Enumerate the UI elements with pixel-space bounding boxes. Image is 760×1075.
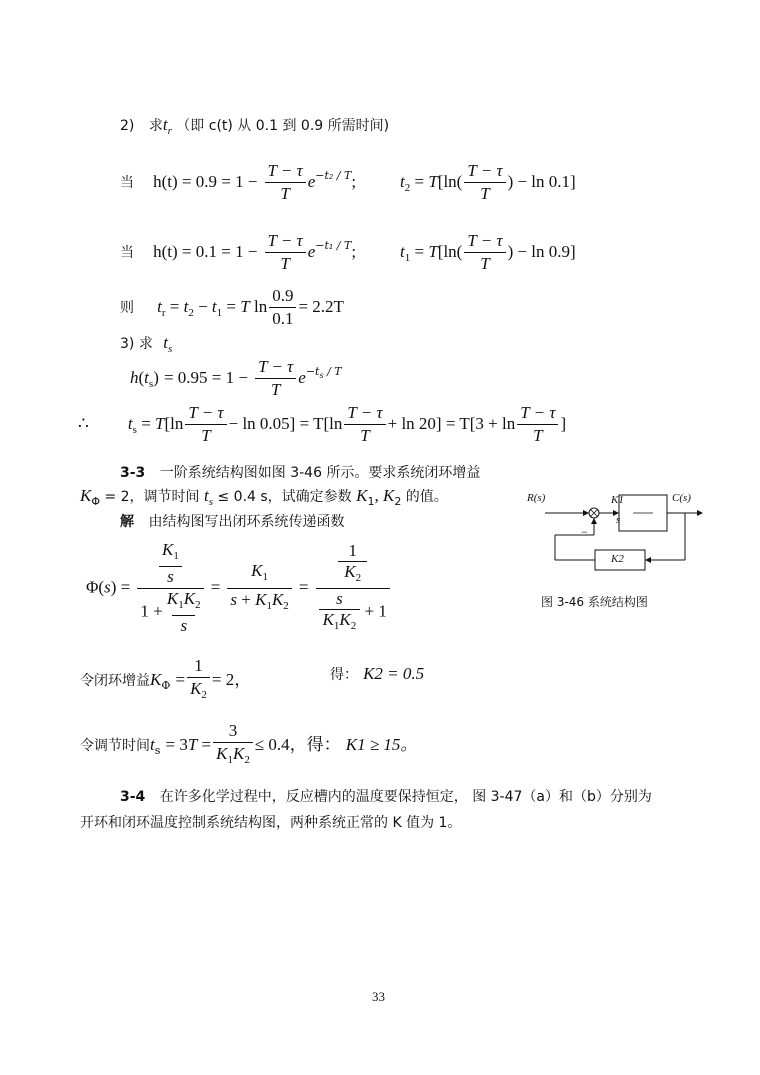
gain-result-value: K2 = 0.5	[363, 664, 425, 683]
item-number: 2)	[120, 118, 135, 134]
solution-line	[120, 511, 344, 531]
gain-prefix: 令闭环增益	[80, 673, 150, 689]
t1-tail: ) − ln 0.9]	[507, 242, 576, 261]
input-label: R(s)	[527, 492, 546, 504]
gain-result-prefix: 得：	[330, 667, 358, 683]
eq-left: h(t) = 0.9 = 1 −	[153, 172, 258, 191]
t2-tail: ) − ln 0.1]	[507, 172, 576, 191]
eq-left: h(t) = 0.1 = 1 −	[153, 242, 258, 261]
transfer-function: Φ(s) = $K_1$ s $1 + K_1K_2$ s = $\frac{K_1}{s + K_1K_2}$ = 1 $K_2$ $\frac{s}{K_1K_2} + 1$	[86, 540, 392, 636]
block1-numerator: K1	[611, 494, 624, 506]
solve-label: 解	[120, 514, 134, 530]
ts-tail1: − ln 0.05] = T[ln	[228, 414, 343, 433]
item3-heading: 3) 求 $t_s$	[120, 333, 173, 355]
equation-h-01: 当 h(t) = 0.1 = 1 − $\frac{T - \tau}{T}$ $e^{-t_1 / T}$;	[120, 231, 357, 273]
page-number: 33	[372, 989, 385, 1004]
gain-tail: = 2，	[211, 670, 252, 689]
figure-caption: 图 3-46 系统结构图	[541, 595, 648, 609]
section-text: 在许多化学过程中，反应槽内的温度要保持恒定， 图 3-47（a）和（b）分别为	[159, 789, 652, 805]
block2-label: K2	[611, 553, 624, 565]
equation-hts: $h(t_s) = 0.95 = 1$ − $\frac{T - \tau}{T}$ $e^{-t_s / T}$	[130, 357, 342, 399]
when-label: 当	[120, 245, 134, 261]
output-label: C(s)	[672, 492, 691, 504]
section-3-4-line2: 开环和闭环温度控制系统结构图，两种系统正常的 K 值为 1。	[80, 815, 462, 831]
equation-t2: $t_2 = T[\ln$( $\frac{T - \tau}{T}$ ) − ln 0.1]	[400, 161, 576, 203]
minus-sign: −	[581, 525, 588, 539]
equation-h-09: 当 h(t) = 0.9 = 1 − $\frac{T - \tau}{T}$ $e^{-t_2 / T}$;	[120, 161, 357, 203]
when-label: 当	[120, 175, 134, 191]
hts-left: = 0.95 = 1 −	[163, 368, 248, 387]
equation-tr: 则 $t_r = t_2 - t_1 = T$ ln $\frac{0.9}{0.1}$ = 2.2T	[120, 286, 344, 328]
text2a: = 2，调节时间	[104, 489, 200, 505]
item2-heading: 2) 求$t_r$ （即 c(t) 从 0.1 到 0.9 所需时间)	[120, 115, 390, 137]
tr-value: = 2.2T	[298, 297, 344, 316]
time-result: K1 ≥ 15。	[345, 735, 418, 754]
item-prefix: 求	[148, 118, 163, 134]
text2b: ≤ 0.4 s，试确定参数	[217, 489, 352, 505]
gain-line: 令闭环增益$K_\Phi$ = $\frac{1}{K_2}$ = 2，	[80, 656, 252, 701]
time-tail: ≤ 0.4，得：	[254, 735, 341, 754]
therefore-sign: ∴	[78, 414, 89, 433]
gain-result	[330, 664, 424, 684]
solve-text: 由结构图写出闭环系统传递函数	[148, 514, 345, 530]
section-id: 3-3	[120, 465, 146, 481]
section-3-3-line2: $K_\Phi = 2$，调节时间 $t_s \le 0.4$ s，试确定参数 $K_1$, $K_2$ 的值。	[80, 486, 448, 508]
equation-ts: ∴ $t_s = T[\ln$ $\frac{T - \tau}{T}$ − ln 0.05] = T[ln $\frac{T - \tau}{T}$ + ln 20] = T[3 + ln $\frac{T - \tau}{T}$ ]	[78, 403, 567, 445]
frac-09: 0.9	[269, 285, 296, 308]
item3-label: 3) 求	[120, 336, 153, 352]
item-desc: （即 c(t) 从 0.1 到 0.9 所需时间)	[176, 118, 390, 134]
equation-t1: $t_1 = T[\ln$( $\frac{T - \tau}{T}$ ) − ln 0.9]	[400, 231, 576, 273]
section-text: 一阶系统结构图如图 3-46 所示。要求系统闭环增益	[159, 465, 481, 481]
ts-tail2: + ln 20] = T[3 + ln	[387, 414, 516, 433]
frac-01: 0.1	[272, 309, 294, 328]
time-line: 令调节时间$t_s = 3T$ = $\frac{3}{K_1K_2}$ ≤ 0.4，得： K1 ≥ 15。	[80, 721, 418, 766]
ts-tail3: ]	[560, 414, 567, 433]
then-label: 则	[120, 300, 134, 316]
block1-denominator: s	[616, 514, 621, 526]
section-id: 3-4	[120, 789, 146, 805]
section-3-4-line1	[120, 786, 652, 806]
time-prefix: 令调节时间	[80, 738, 150, 754]
section-3-3-line1	[120, 462, 480, 482]
text2c: 的值。	[405, 489, 448, 505]
